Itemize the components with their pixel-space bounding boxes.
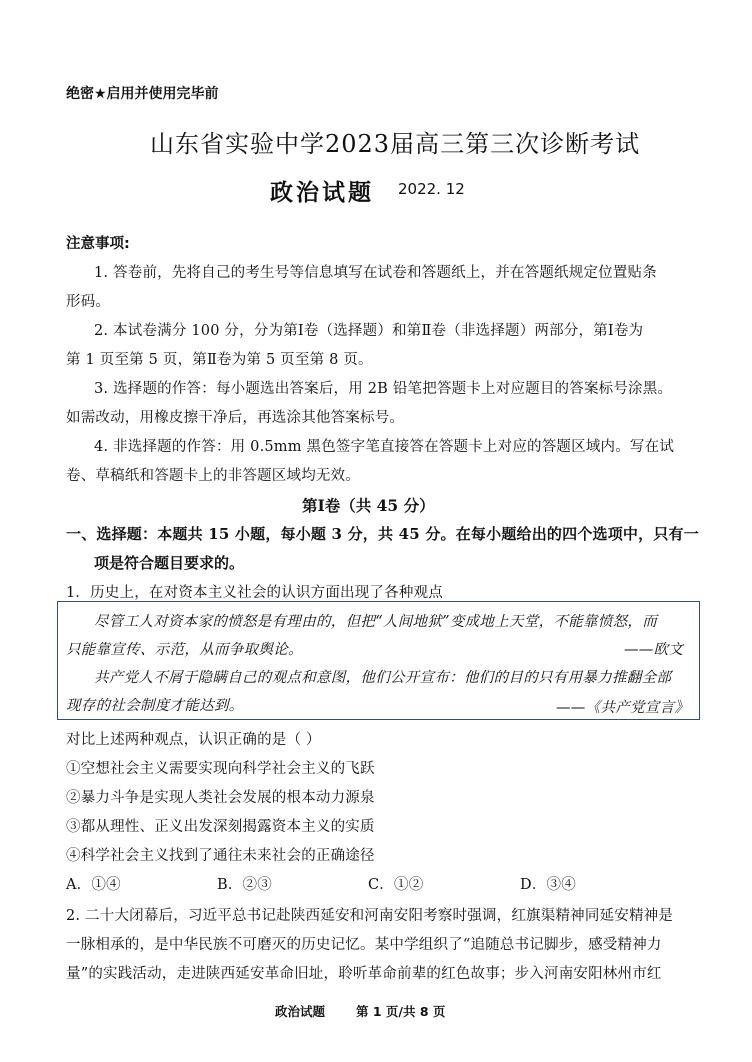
q2-line1: 2. 二十大闭幕后，习近平总书记赴陕西延安和河南安阳考察时强调，红旗渠精神同延安精神是 <box>66 908 674 924</box>
notice-item-4-line2: 卷、草稿纸和答题卡上的非答题区域均无效。 <box>66 468 360 484</box>
q1-question: 对比上述两种观点，认识正确的是（ ） <box>66 732 321 748</box>
q1-option-d: D．③④ <box>520 877 576 893</box>
quote2-line2: 现存的社会制度才能达到。 <box>66 698 244 714</box>
subject-title: 政治试题 <box>270 180 374 206</box>
q1-statement-1: ①空想社会主义需要实现向科学社会主义的飞跃 <box>66 761 375 777</box>
quote1-source: ——欧文 <box>624 642 684 658</box>
q1-stem: 1．历史上，在对资本主义社会的认识方面出现了各种观点 <box>66 585 443 601</box>
notice-item-3-line2: 如需改动，用橡皮擦干净后，再选涂其他答案标号。 <box>66 410 405 426</box>
notice-item-4-line1: 4. 非选择题的作答：用 0.5mm 黑色签字笔直接答在答题卡上对应的答题区域内。写在试 <box>94 439 675 455</box>
notice-item-1-line2: 形码。 <box>66 294 111 310</box>
q1-option-b: B．②③ <box>217 877 272 893</box>
notice-item-3-line1: 3. 选择题的作答：每小题选出答案后，用 2B 铅笔把答题卡上对应题目的答案标号涂黑。 <box>94 381 673 397</box>
q1-statement-3: ③都从理性、正义出发深刻揭露资本主义的实质 <box>66 819 375 835</box>
q1-option-c: C．①② <box>368 877 424 893</box>
notice-heading: 注意事项: <box>66 236 130 252</box>
q2-line2: 一脉相承的，是中华民族不可磨灭的历史记忆。某中学组织了“追随总书记脚步，感受精神力 <box>66 937 662 953</box>
exam-title: 山东省实验中学2023届高三第三次诊断考试 <box>150 130 641 158</box>
quote1-line1: 尽管工人对资本家的愤怒是有理由的，但把“人间地狱”变成地上天堂，不能靠愤怒，而 <box>94 614 658 630</box>
section-instruction-line2: 项是符合题目要求的。 <box>94 554 245 572</box>
footer-subject: 政治试题 <box>275 1004 326 1019</box>
q1-option-a: A．①④ <box>66 877 121 893</box>
section-title: 第Ⅰ卷（共 45 分） <box>302 496 435 515</box>
confidential-label: 绝密★启用并使用完毕前 <box>66 86 219 102</box>
q2-line3: 量”的实践活动，走进陕西延安革命旧址，聆听革命前辈的红色故事；步入河南安阳林州市红 <box>66 966 662 982</box>
footer-page-number: 第 1 页/共 8 页 <box>356 1004 446 1019</box>
section-instruction-line1: 一、选择题：本题共 15 小题，每小题 3 分，共 45 分。在每小题给出的四个选项中，只有一 <box>66 525 699 543</box>
exam-date: 2022. 12 <box>398 180 465 198</box>
notice-item-1-line1: 1. 答卷前，先将自己的考生号等信息填写在试卷和答题纸上，并在答题纸规定位置贴条 <box>94 265 657 281</box>
quote1-line2: 只能靠宣传、示范，从而争取舆论。 <box>66 642 303 658</box>
notice-item-2-line1: 2. 本试卷满分 100 分，分为第Ⅰ卷（选择题）和第Ⅱ卷（非选择题）两部分，第Ⅰ卷为 <box>94 323 644 339</box>
q1-statement-2: ②暴力斗争是实现人类社会发展的根本动力源泉 <box>66 790 375 806</box>
q1-statement-4: ④科学社会主义找到了通往未来社会的正确途径 <box>66 848 375 864</box>
notice-item-2-line2: 第 1 页至第 5 页，第Ⅱ卷为第 5 页至第 8 页。 <box>66 352 373 368</box>
quote2-source: ——《共产党宣言》 <box>556 700 690 716</box>
quote2-line1: 共产党人不屑于隐瞒自己的观点和意图，他们公开宣布：他们的目的只有用暴力推翻全部 <box>94 670 672 686</box>
